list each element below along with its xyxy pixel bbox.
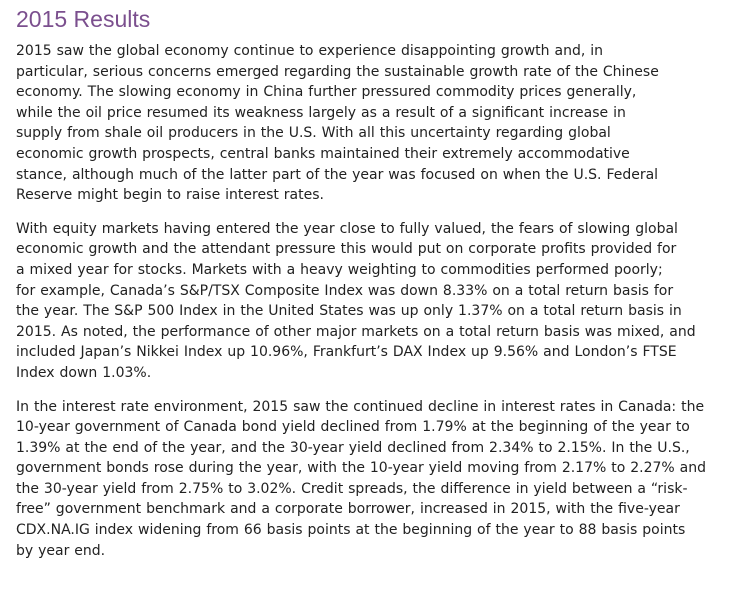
text-line: Index down 1.03%. [16, 364, 152, 381]
text-line: With equity markets having entered the year close to fully valued, the fears of slowing global [16, 220, 678, 237]
text-line: economic growth prospects, central banks maintained their extremely accommodative [16, 145, 630, 162]
text-line: economy. The slowing economy in China further pressured commodity prices generally, [16, 84, 637, 101]
text-line: by year end. [16, 542, 106, 559]
text-line: government bonds rose during the year, with the 10-year yield moving from 2.17% to 2.27% and [16, 460, 707, 477]
text-line: while the oil price resumed its weakness largely as a result of a significant increase in [16, 104, 626, 121]
text-line: stance, although much of the latter part of the year was focused on when the U.S. Federal [16, 166, 659, 183]
text-line: supply from shale oil producers in the U.S. With all this uncertainty regarding global [16, 125, 611, 142]
text-line: the 30-year yield from 2.75% to 3.02%. Credit spreads, the difference in yield between a “risk- [16, 480, 688, 497]
text-line: the year. The S&P 500 Index in the United States was up only 1.37% on a total return basis in [16, 303, 682, 320]
document-page [16, 0, 728, 561]
text-line: 2015 saw the global economy continue to experience disappointing growth and, in [16, 43, 603, 59]
paragraph-interest-rates [16, 397, 728, 562]
text-line: economic growth and the attendant pressure this would put on corporate profits provided for [16, 241, 677, 258]
text-line: a mixed year for stocks. Markets with a heavy weighting to commodities performed poorly; [16, 261, 663, 278]
paragraph-economy [16, 41, 728, 206]
section-title: 2015 Results [16, 6, 151, 32]
text-line: 10-year government of Canada bond yield declined from 1.79% at the beginning of the year to [16, 419, 690, 436]
text-line: 1.39% at the end of the year, and the 30-year yield declined from 2.34% to 2.15%. In the U.S., [16, 439, 690, 456]
text-line: Reserve might begin to raise interest rates. [16, 187, 324, 204]
paragraph-equity-markets [16, 219, 728, 384]
text-line: included Japan’s Nikkei Index up 10.96%, Frankfurt’s DAX Index up 9.56% and London’s FTSE [16, 344, 677, 361]
text-line: CDX.NA.IG index widening from 66 basis points at the beginning of the year to 88 basis points [16, 522, 686, 539]
text-line: 2015. As noted, the performance of other major markets on a total return basis was mixed, and [16, 323, 696, 340]
text-line: particular, serious concerns emerged regarding the sustainable growth rate of the Chinese [16, 63, 659, 80]
text-line: free” government benchmark and a corporate borrower, increased in 2015, with the five-year [16, 501, 680, 518]
text-line: In the interest rate environment, 2015 saw the continued decline in interest rates in Canada: the [16, 398, 705, 415]
text-line: for example, Canada’s S&P/TSX Composite Index was down 8.33% on a total return basis for [16, 282, 674, 299]
